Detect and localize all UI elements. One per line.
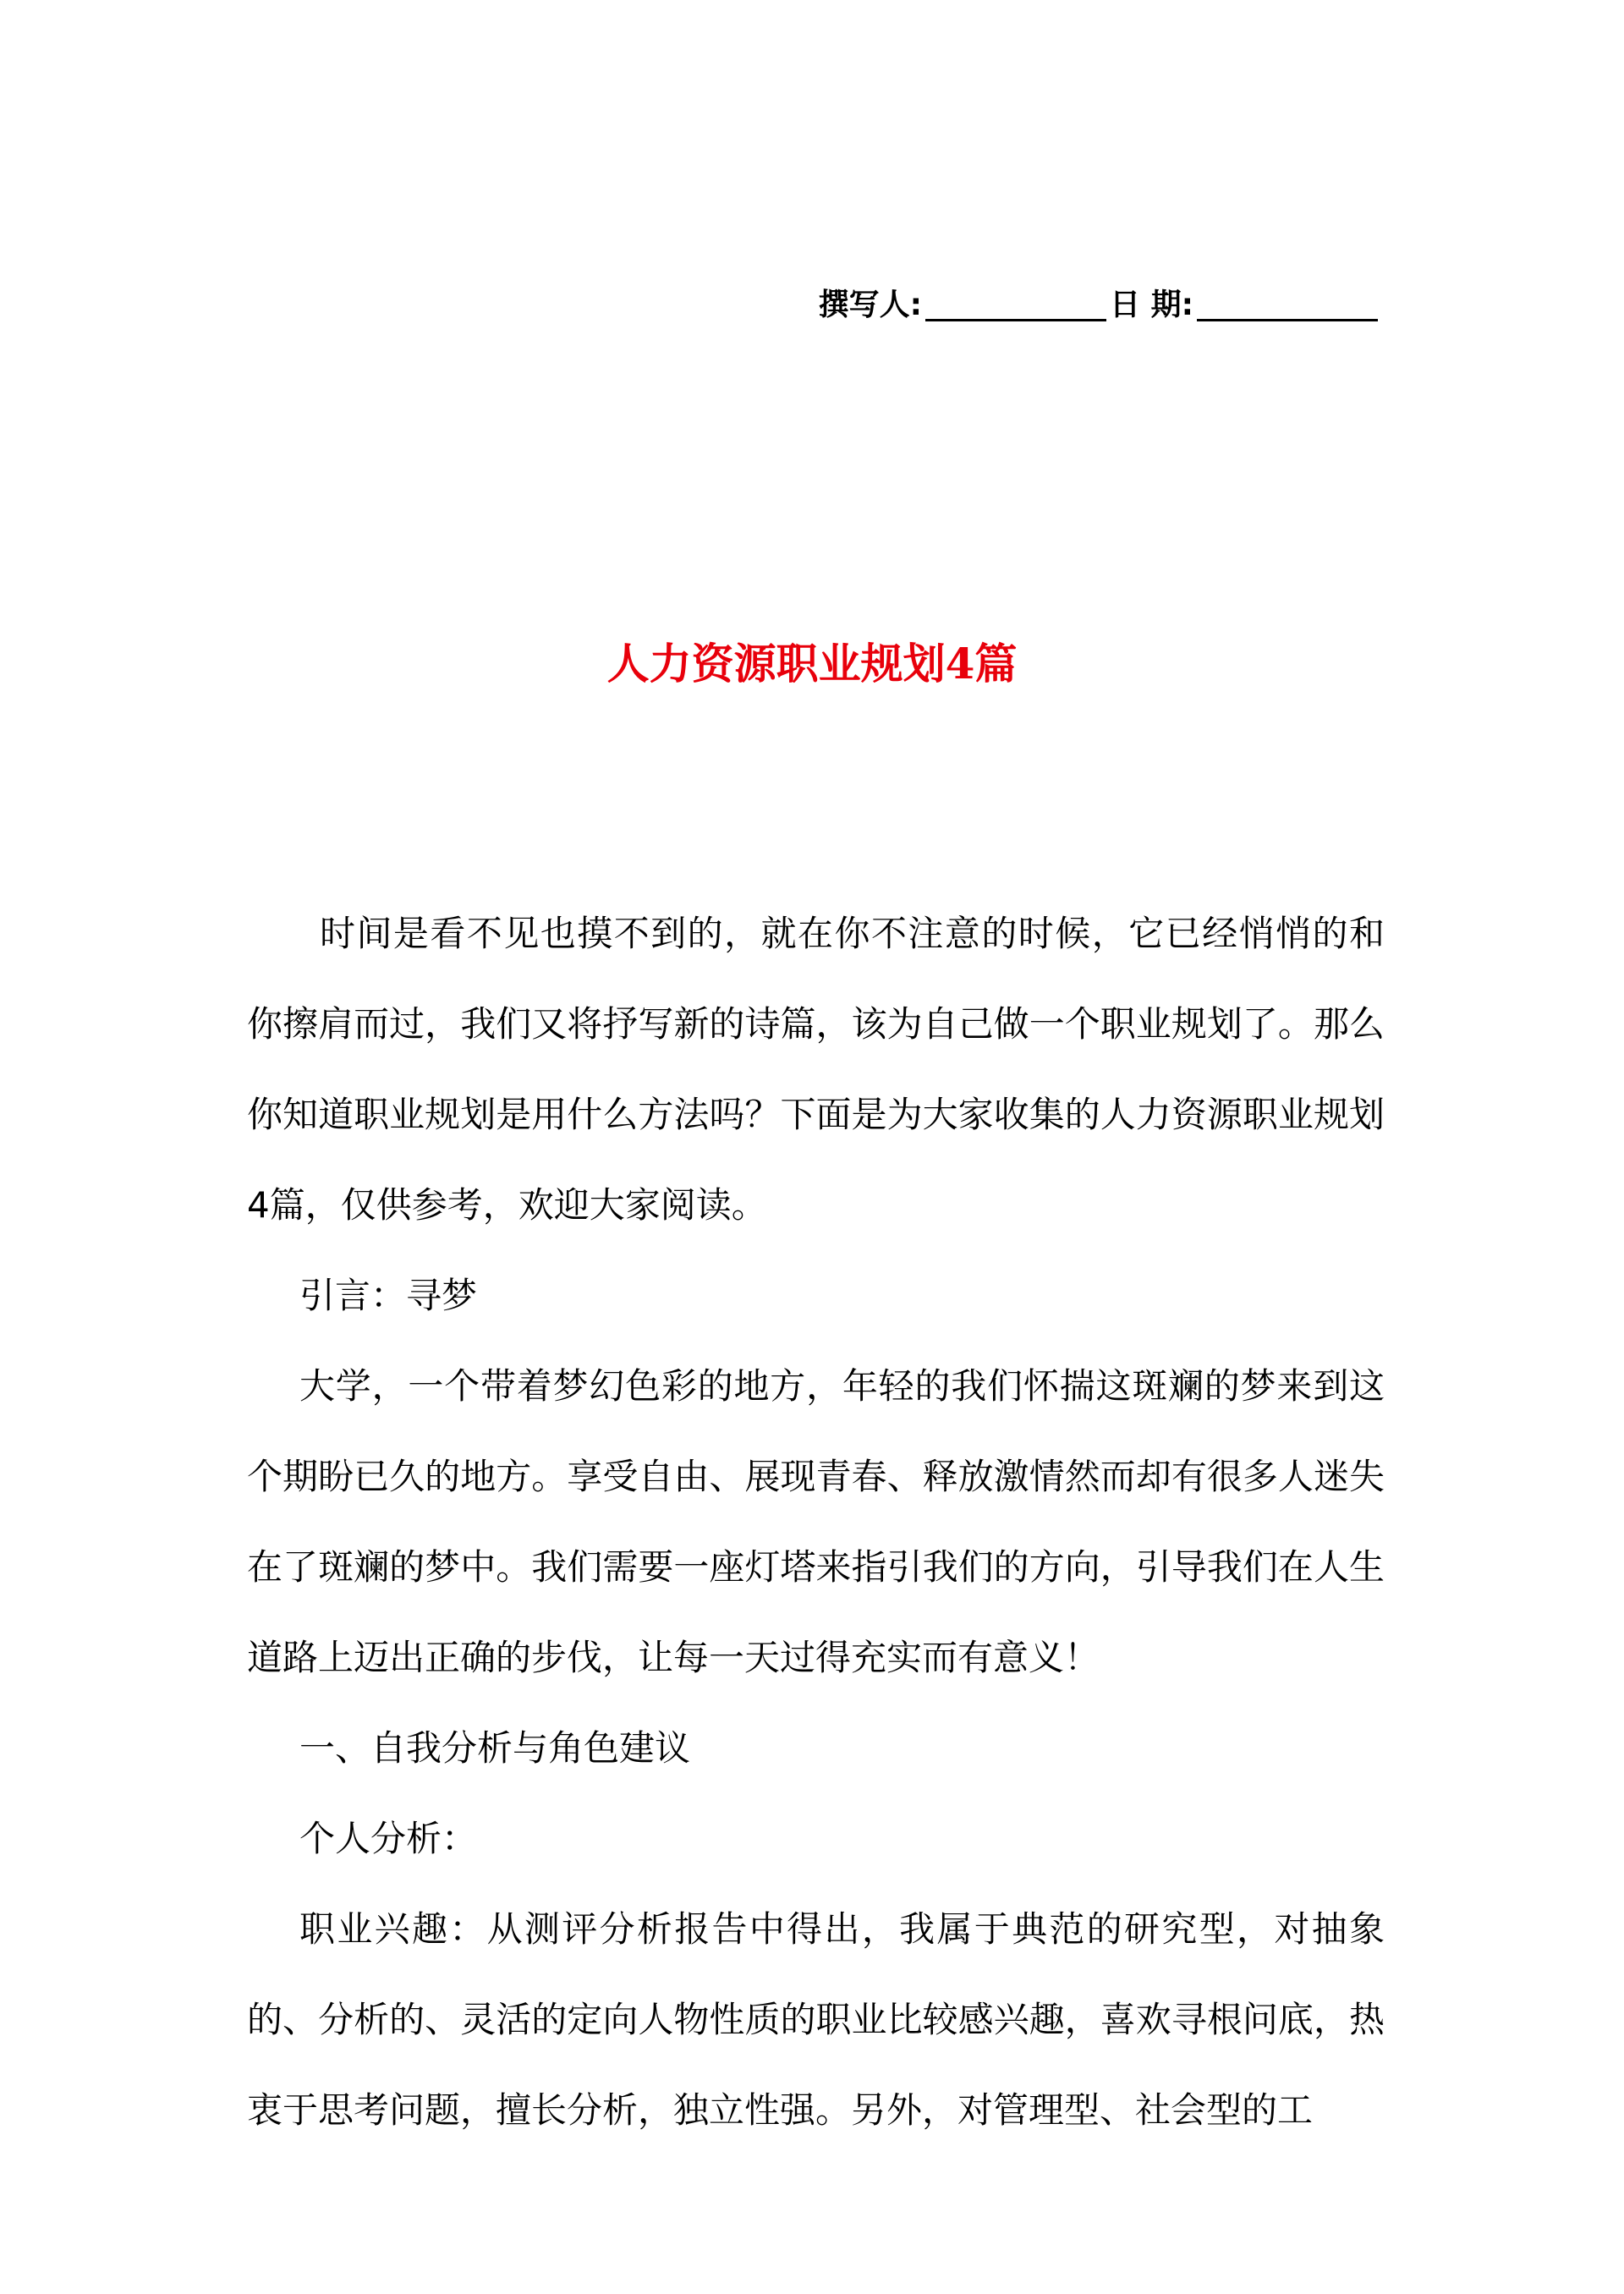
- university-paragraph: 大学，一个带着梦幻色彩的地方，年轻的我们怀揣这斑斓的梦来到这个期盼已久的地方。享受自由、展现青春、释放激情然而却有很多人迷失在了斑斓的梦中。我们需要一座灯塔来指引我们的方向，引导我们在人生道路上迈出正确的步伐，让每一天过得充实而有意义！: [247, 1365, 1385, 1678]
- header-signature-line: [819, 283, 1381, 328]
- author-blank: [925, 285, 1106, 321]
- subsection-heading: 个人分析：: [299, 1818, 478, 1859]
- section-heading: 一、自我分析与角色建议: [299, 1727, 691, 1769]
- career-interest-paragraph: 职业兴趣：从测评分析报告中得出，我属于典范的研究型，对抽象的、分析的、灵活的定向人物性质的职业比较感兴趣，喜欢寻根问底，热衷于思考问题，擅长分析，独立性强。另外，对管理型、社会型的工: [247, 1908, 1385, 2131]
- document-body: [247, 888, 1385, 2155]
- document-title: 人力资源职业规划4篇: [606, 639, 1018, 689]
- date-label: 日 期:: [1110, 288, 1193, 322]
- author-label: 撰写人:: [818, 288, 923, 322]
- preface-heading: 引言：寻梦: [299, 1275, 478, 1316]
- intro-paragraph: 时间是看不见也摸不到的，就在你不注意的时候，它已经悄悄的和你擦肩而过，我们又将抒写新的诗篇，该为自己做一个职业规划了。那么你知道职业规划是用什么方法吗？下面是为大家收集的人力资源职业规划4篇，仅供参考，欢迎大家阅读。: [247, 913, 1385, 1226]
- date-blank: [1197, 285, 1378, 321]
